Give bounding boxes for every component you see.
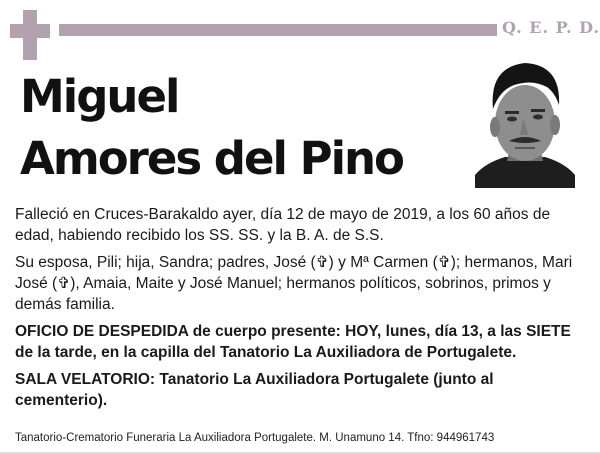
death-notice-paragraph: Falleció en Cruces-Barakaldo ayer, día 12 de mayo de 2019, a los 60 años de edad, habiendo recibido los SS. SS. y la B. A. de S.S. bbox=[15, 206, 551, 244]
obituary-body bbox=[15, 204, 583, 417]
family-paragraph: Su esposa, Pili; hija, Sandra; padres, José (✞) y Mª Carmen (✞); hermanos, Mari José (✞), Amaia, Maite y José Manuel; hermanos políticos, sobrinos, primos y demás familia. bbox=[15, 254, 573, 313]
rip-label: Q. E. P. D. bbox=[502, 18, 600, 37]
wake-paragraph: SALA VELATORIO: Tanatorio La Auxiliadora Portugalete (junto al cementerio). bbox=[15, 371, 494, 409]
header-bar bbox=[59, 24, 497, 36]
deceased-surname: Amores del Pino bbox=[20, 132, 403, 185]
cross-icon bbox=[10, 10, 50, 60]
funeral-home-footer: Tanatorio-Crematorio Funeraria La Auxiliadora Portugalete. M. Unamuno 14. Tfno: 944961743 bbox=[15, 432, 495, 444]
portrait-photo bbox=[475, 57, 575, 188]
deceased-first-name: Miguel bbox=[20, 70, 179, 123]
service-paragraph: OFICIO DE DESPEDIDA de cuerpo presente: HOY, lunes, día 13, a las SIETE de la tarde, en la capilla del Tanatorio La Auxiliadora de Portugalete. bbox=[15, 323, 571, 361]
